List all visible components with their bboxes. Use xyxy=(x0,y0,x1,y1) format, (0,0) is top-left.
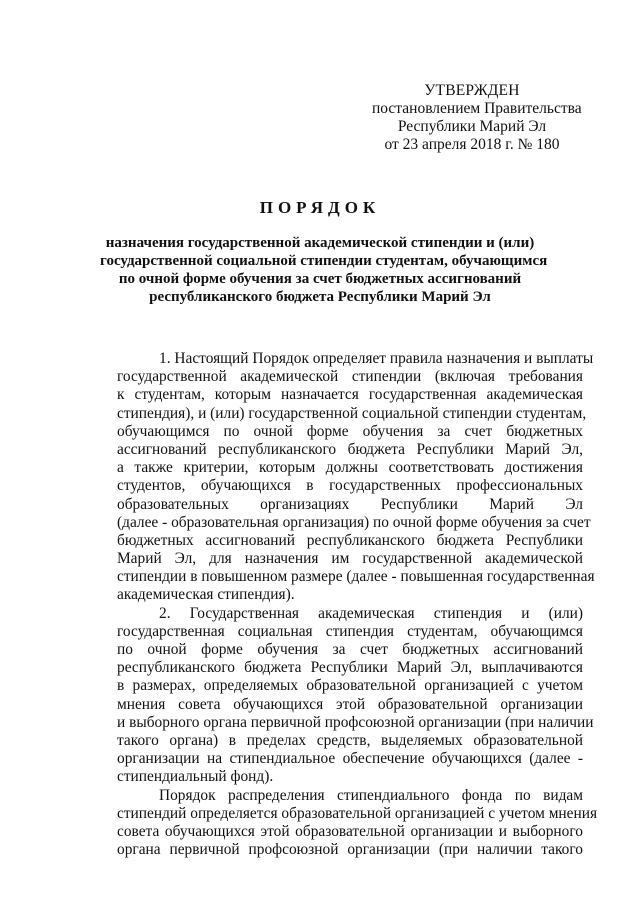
text-line: стипендий определяется образовательной организацией с учетом мнения xyxy=(117,804,598,822)
text-line: образовательных организациях Республики Марий Эл xyxy=(117,495,583,513)
text-line: Марий Эл, для назначения им государственной академической xyxy=(117,550,583,568)
text-line: и выборного органа первичной профсоюзной организации (при наличии xyxy=(117,713,594,731)
text-line: ассигнований республиканского бюджета Республики Марий Эл, xyxy=(117,440,583,458)
approval-stamp xyxy=(372,82,582,154)
text-line: в размерах, определяемых образовательной организацией с учетом xyxy=(117,677,583,695)
text-line: бюджетных ассигнований республиканского бюджета Республики xyxy=(117,531,583,549)
text-line: а также критерии, которым должны соответствовать достижения xyxy=(117,459,583,477)
text-line: стипендиальный фонд). xyxy=(117,768,274,786)
text-line: Порядок распределения стипендиального фонда по видам xyxy=(159,786,583,804)
text-line: по очной форме обучения за счет бюджетных ассигнований xyxy=(117,641,583,658)
text-line: государственная социальная стипендия студентам, обучающимся xyxy=(117,622,583,640)
text-line: 2. Государственная академическая стипендия и (или) xyxy=(159,604,583,622)
subtitle-line: республиканского бюджета Республики Марий Эл xyxy=(149,289,491,305)
paragraph-3 xyxy=(117,786,598,860)
approval-date-line: от 23 апреля 2018 г. № 180 xyxy=(384,136,560,153)
text-line: студентов, обучающихся в государственных профессиональных xyxy=(117,477,583,495)
text-line: академическая стипендия). xyxy=(117,586,295,604)
document-subtitle xyxy=(100,234,548,306)
approval-line: Республики Марий Эл xyxy=(397,118,547,135)
text-line: стипендия), и (или) государственной социальной стипендии студентам, xyxy=(117,404,587,422)
text-line: (далее - образовательная организация) по очной форме обучения за счет xyxy=(117,513,591,531)
subtitle-line: назначения государственной академической стипендии и (или) xyxy=(105,235,535,251)
subtitle-line: государственной социальной стипендии студентам, обучающимся xyxy=(100,253,548,269)
approved-heading: УТВЕРЖДЕН xyxy=(424,82,520,99)
text-line: такого органа) в пределах средств, выделяемых образовательной xyxy=(117,731,583,749)
document-body xyxy=(117,350,598,859)
text-line: организации на стипендиальное обеспечение обучающихся (далее - xyxy=(117,750,583,768)
text-line: государственной академической стипендии (включая требования xyxy=(117,368,583,386)
document-title: ПОРЯДОК xyxy=(259,198,381,217)
text-line: стипендии в повышенном размере (далее - повышенная государственная xyxy=(117,568,595,586)
text-line: мнения совета обучающихся этой образовательной организации xyxy=(117,695,583,713)
text-line: к студентам, которым назначается государственная академическая xyxy=(117,386,583,404)
paragraph-2 xyxy=(117,604,594,787)
text-line: совета обучающихся этой образовательной организации и выборного xyxy=(117,822,583,840)
approval-line: постановлением Правительства xyxy=(372,100,582,117)
subtitle-line: по очной форме обучения за счет бюджетных ассигнований xyxy=(118,271,522,287)
paragraph-1 xyxy=(117,350,595,605)
text-line: республиканского бюджета Республики Марий Эл, выплачиваются xyxy=(117,659,583,677)
text-line: органа первичной профсоюзной организации (при наличии такого xyxy=(117,841,583,859)
text-line: обучающимся по очной форме обучения за счет бюджетных xyxy=(117,422,583,440)
text-line: 1. Настоящий Порядок определяет правила назначения и выплаты xyxy=(159,350,594,367)
